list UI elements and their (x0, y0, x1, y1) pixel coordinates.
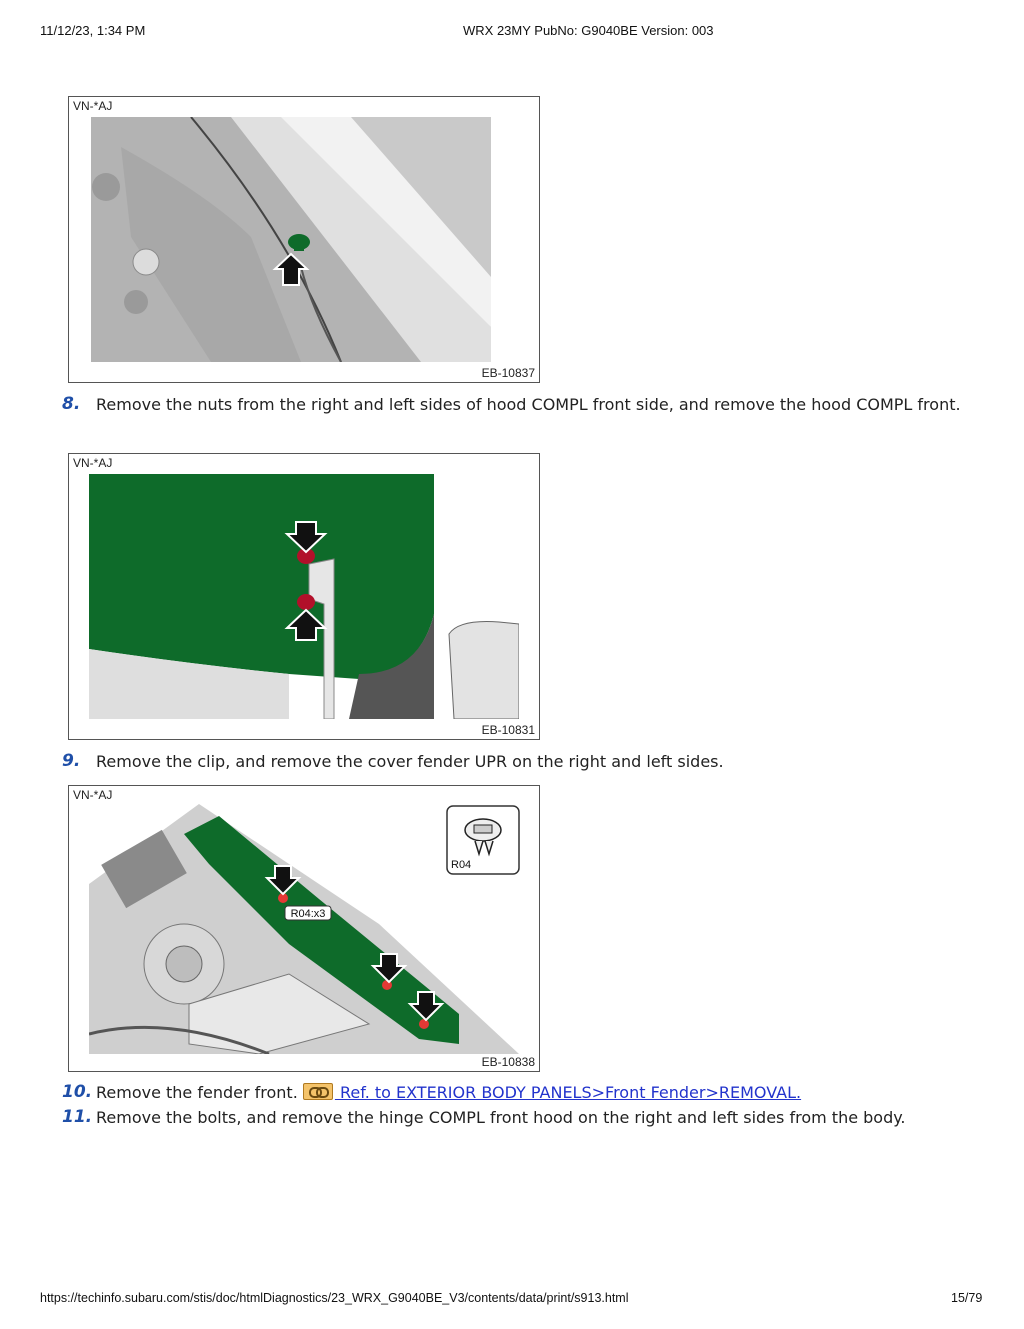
step-number: 9. (62, 751, 81, 771)
part-code-label: R04 (451, 859, 472, 871)
figure-number: EB-10837 (481, 366, 535, 380)
step-8 (62, 392, 972, 417)
print-datetime: 11/12/23, 1:34 PM (40, 23, 146, 38)
step-text: Remove the fender front. (96, 1083, 298, 1102)
clip-quantity-callout: R04:x3 (290, 908, 326, 920)
step-text: Remove the clip, and remove the cover fender UPR on the right and left sides. (96, 752, 724, 771)
figure-vehicle-code: VN-*AJ (73, 99, 113, 113)
step-number: 10. (62, 1082, 93, 1102)
hood-nuts-illustration (89, 474, 519, 719)
figure-vehicle-code: VN-*AJ (73, 788, 113, 802)
figure-hood-nuts (68, 453, 540, 740)
figure-cover-fender-clips (68, 785, 540, 1072)
step-11 (62, 1105, 972, 1130)
engine-bay-illustration (89, 804, 539, 1054)
step-number: 8. (62, 394, 81, 414)
reference-link-front-fender-removal[interactable]: Ref. to EXTERIOR BODY PANELS>Front Fender>REMOVAL. (334, 1083, 802, 1102)
print-url: https://techinfo.subaru.com/stis/doc/htmlDiagnostics/23_WRX_G9040BE_V3/contents/data/print/s913.html (40, 1291, 629, 1305)
step-10 (62, 1080, 972, 1105)
step-9 (62, 749, 972, 774)
hood-cable-illustration (91, 117, 491, 362)
reference-link-icon[interactable] (303, 1083, 333, 1100)
step-text: Remove the nuts from the right and left sides of hood COMPL front side, and remove the hood COMPL front. (96, 395, 961, 414)
figure-hood-cable-clip (68, 96, 540, 383)
figure-vehicle-code: VN-*AJ (73, 456, 113, 470)
step-text: Remove the bolts, and remove the hinge COMPL front hood on the right and left sides from the body. (96, 1108, 906, 1127)
page-number: 15/79 (951, 1291, 983, 1305)
figure-number: EB-10838 (481, 1055, 535, 1069)
document-title: WRX 23MY PubNo: G9040BE Version: 003 (463, 23, 714, 38)
figure-number: EB-10831 (481, 723, 535, 737)
step-number: 11. (62, 1107, 93, 1127)
